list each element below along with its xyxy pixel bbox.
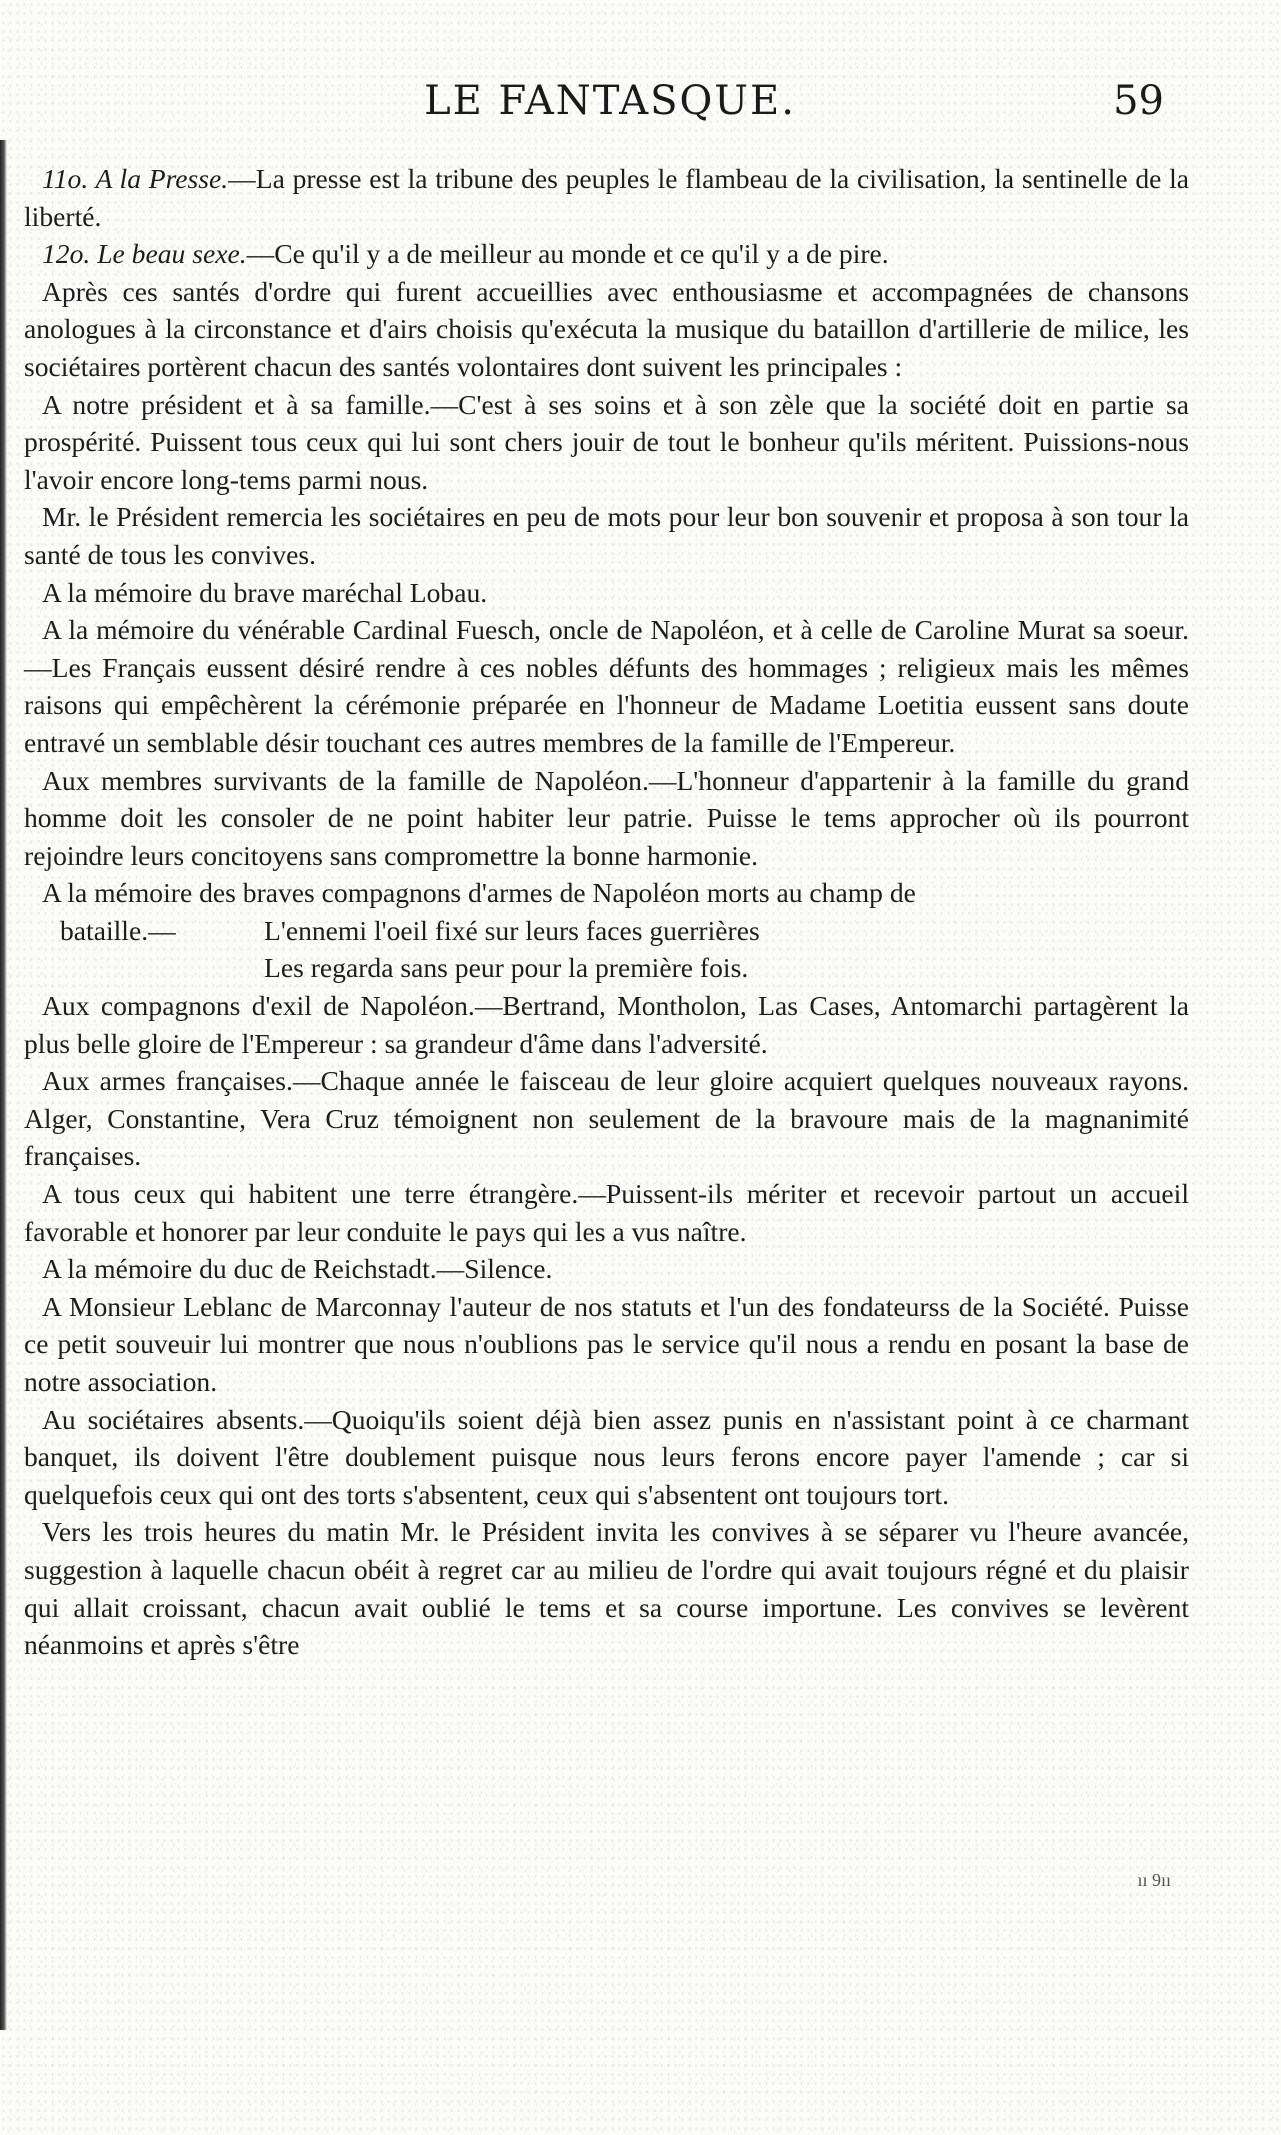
toast-paragraph — [24, 235, 1189, 273]
paragraph: A la mémoire du duc de Reichstadt.—Silence. — [42, 1253, 553, 1285]
article-body — [24, 160, 1189, 1664]
paragraph: Après ces santés d'ordre qui furent accueillies avec enthousiasme et accompagnées de chansons anologues à la circonstance et d'airs choisis qu'exécuta la musique du bataillon d'artillerie de milice, les sociétaires portèrent chacun des santés volontaires dont suivent les principales : — [24, 275, 1189, 382]
toast-label: 11o. A la Presse. — [42, 163, 229, 194]
paragraph: Aux membres survivants de la famille de Napoléon.—L'honneur d'appartenir à la famille du grand homme doit les consoler de ne point habiter leur patrie. Puisse le tems approcher où ils pourront rejoindre leurs concitoyens sans compromettre la bonne harmonie. — [24, 764, 1189, 871]
page-number: 59 — [1113, 78, 1164, 124]
paragraph: Aux compagnons d'exil de Napoléon.—Bertrand, Montholon, Las Cases, Antomarchi partagèrent la plus belle gloire de l'Empereur : sa grandeur d'âme dans l'adversité. — [24, 990, 1189, 1059]
paragraph: Vers les trois heures du matin Mr. le Président invita les convives à se séparer vu l'heure avancée, suggestion à laquelle chacun obéit à regret car au milieu de l'ordre qui avait toujours régné et du plaisir qui allait croissant, chacun avait oublié le tems et sa course importune. Les convives se levèrent néanmoins et après s'être — [24, 1516, 1189, 1661]
paragraph: A Monsieur Leblanc de Marconnay l'auteur de nos statuts et l'un des fondateurss de la Société. Puisse ce petit souveuir lui montrer que nous n'oublions pas le service qu'il nous a rendu en posant la base de notre association. — [24, 1290, 1189, 1397]
toast-text: —La presse est la tribune des peuples le flambeau de la civilisation, la sentinelle de la liberté. — [24, 163, 1189, 232]
verse-lead: bataille.— — [60, 914, 176, 946]
toast-text: —Ce qu'il y a de meilleur au monde et ce qu'il y a de pire. — [246, 238, 889, 270]
margin-mark: ıı 9ıı — [1137, 1870, 1171, 1890]
page-title: LE FANTASQUE. — [424, 78, 796, 124]
paragraph: Au sociétaires absents.—Quoiqu'ils soient déjà bien assez punis en n'assistant point à ce charmant banquet, ils doivent l'être doublement puisque nous leurs ferons encore payer l'amende ; car si quelquefois ceux qui ont des torts s'absentent, ceux qui s'absentent ont toujours tort. — [24, 1403, 1189, 1510]
paragraph: A notre président et à sa famille.—C'est à ses soins et à son zèle que la société doit en partie sa prospérité. Puissent tous ceux qui lui sont chers jouir de tout le bonheur qu'ils méritent. Puissions-nous l'avoir encore long-tems parmi nous. — [24, 388, 1189, 495]
toast-paragraph — [24, 160, 1189, 235]
verse-line — [24, 912, 1189, 950]
toast-label: 12o. Le beau sexe. — [42, 238, 247, 270]
paragraph: A tous ceux qui habitent une terre étrangère.—Puissent-ils mériter et recevoir partout un accueil favorable et honorer par leur conduite le pays qui les a vus naître. — [24, 1178, 1189, 1247]
verse-line-2: Les regarda sans peur pour la première fois. — [264, 952, 749, 984]
paragraph: Mr. le Président remercia les sociétaires en peu de mots pour leur bon souvenir et proposa à son tour la santé de tous les convives. — [24, 501, 1189, 570]
verse-line-1: L'ennemi l'oeil fixé sur leurs faces guerrières — [264, 914, 760, 946]
paragraph-with-verse: A la mémoire des braves compagnons d'armes de Napoléon morts au champ de — [42, 877, 916, 909]
paragraph: Aux armes françaises.—Chaque année le faisceau de leur gloire acquiert quelques nouveaux rayons. Alger, Constantine, Vera Cruz témoignent non seulement de la bravoure mais de la magnanimité françaises. — [24, 1065, 1189, 1172]
binding-edge — [0, 140, 7, 2030]
paragraph: A la mémoire du vénérable Cardinal Fuesch, oncle de Napoléon, et à celle de Caroline Murat sa soeur.—Les Français eussent désiré rendre à ces nobles défunts des hommages ; religieux mais les mêmes raisons qui empêchèrent la cérémonie préparée en l'honneur de Madame Loetitia eussent sans doute entravé un semblable désir touchant ces autres membres de la famille de l'Empereur. — [24, 614, 1189, 758]
paragraph: A la mémoire du brave maréchal Lobau. — [42, 576, 488, 608]
page-header — [60, 78, 1164, 138]
